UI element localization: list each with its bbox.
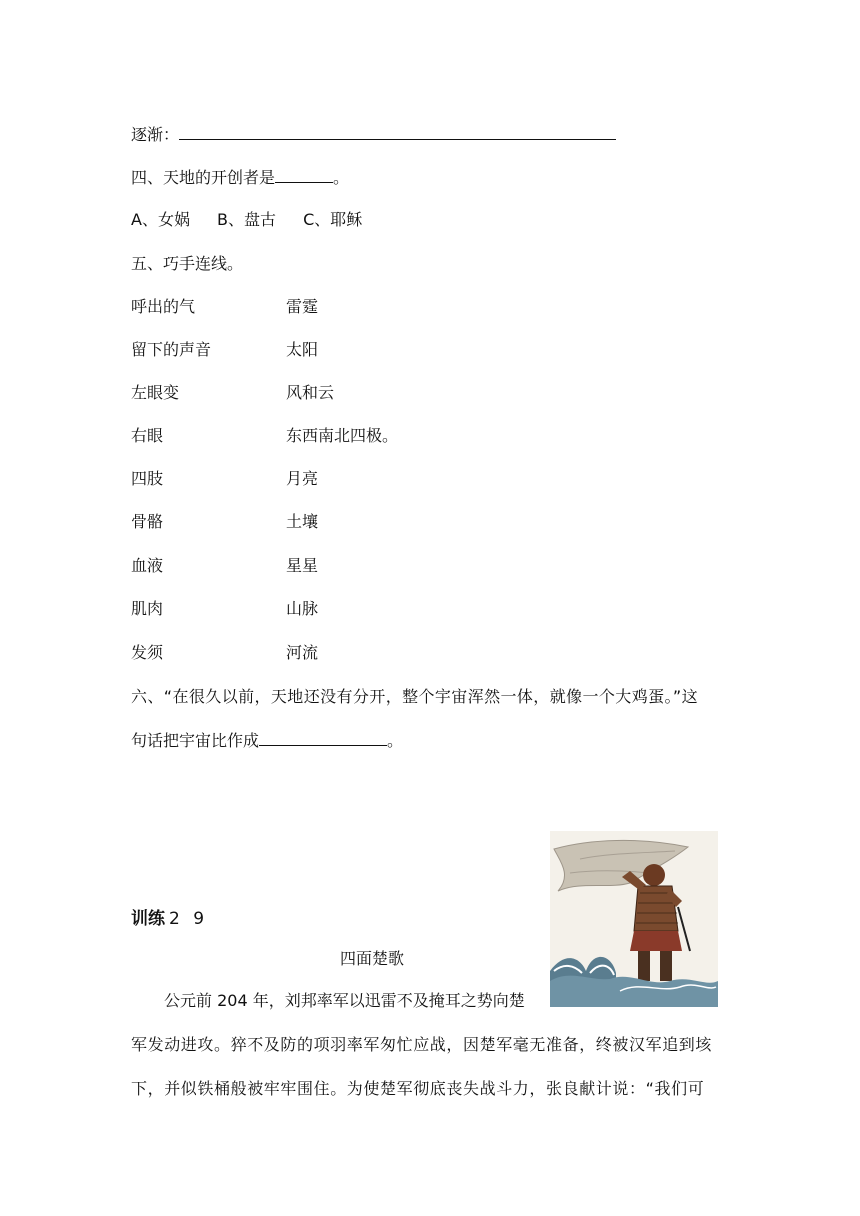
q4-line (131, 168, 349, 188)
story-line3: 下，并似铁桶般被牢牢围住。为使楚军彻底丧失战斗力，张良献计说：“我们可 (131, 1079, 705, 1098)
q6-answer-blank[interactable] (259, 731, 387, 746)
q5-right-item[interactable]: 河流 (286, 643, 319, 662)
q5-left-item[interactable]: 左眼变 (131, 383, 180, 402)
training-label: 训练 (131, 909, 165, 929)
q5-right-item[interactable]: 土壤 (286, 512, 319, 531)
q5-right-item[interactable]: 东西南北四极。 (286, 426, 399, 445)
q6-line2 (131, 731, 403, 751)
q5-left-item[interactable]: 发须 (131, 643, 164, 662)
q5-left-item[interactable]: 血液 (131, 556, 164, 575)
q6-text: 句话把宇宙比作成 (131, 731, 260, 750)
q6-line1: 六、“在很久以前，天地还没有分开，整个宇宙浑然一体，就像一个大鸡蛋。”这 (131, 687, 698, 706)
q4-answer-blank[interactable] (275, 168, 333, 183)
q4-option-c[interactable]: C、耶稣 (303, 210, 363, 229)
q5-right-item[interactable]: 太阳 (286, 340, 319, 359)
q5-left-item[interactable]: 肌肉 (131, 599, 164, 618)
q4-option-a[interactable]: A、女娲 (131, 210, 190, 229)
q5-left-item[interactable]: 骨骼 (131, 512, 164, 531)
story-line1: 公元前 204 年，刘邦率军以迅雷不及掩耳之势向楚 (164, 991, 525, 1010)
q6-end: 。 (387, 731, 404, 750)
q5-left-item[interactable]: 四肢 (131, 469, 164, 488)
q4-end: 。 (333, 168, 350, 187)
warrior-illustration (550, 831, 718, 1007)
training-heading (131, 904, 208, 929)
q4-option-b[interactable]: B、盘古 (217, 210, 277, 229)
q5-right-item[interactable]: 山脉 (286, 599, 319, 618)
q5-left-item[interactable]: 呼出的气 (131, 297, 196, 316)
q5-title: 五、巧手连线。 (131, 254, 244, 273)
q5-left-item[interactable]: 留下的声音 (131, 340, 212, 359)
q5-left-item[interactable]: 右眼 (131, 426, 164, 445)
training-number: 2 9 (169, 909, 209, 929)
story-title: 四面楚歌 (340, 949, 405, 968)
story-line2: 军发动进攻。猝不及防的项羽率军匆忙应战，因楚军毫无准备，终被汉军追到垓 (131, 1035, 713, 1054)
warrior-on-waves-picture (550, 831, 718, 1007)
q3-answer-blank[interactable] (179, 125, 616, 140)
q4-question: 四、天地的开创者是 (131, 168, 276, 187)
q5-right-item[interactable]: 风和云 (286, 383, 335, 402)
q5-right-item[interactable]: 星星 (286, 556, 319, 575)
q5-right-item[interactable]: 月亮 (286, 469, 319, 488)
q3-label: 逐渐： (131, 125, 180, 144)
q3-line (131, 125, 616, 145)
q4-options (131, 210, 384, 230)
q5-right-item[interactable]: 雷霆 (286, 297, 319, 316)
